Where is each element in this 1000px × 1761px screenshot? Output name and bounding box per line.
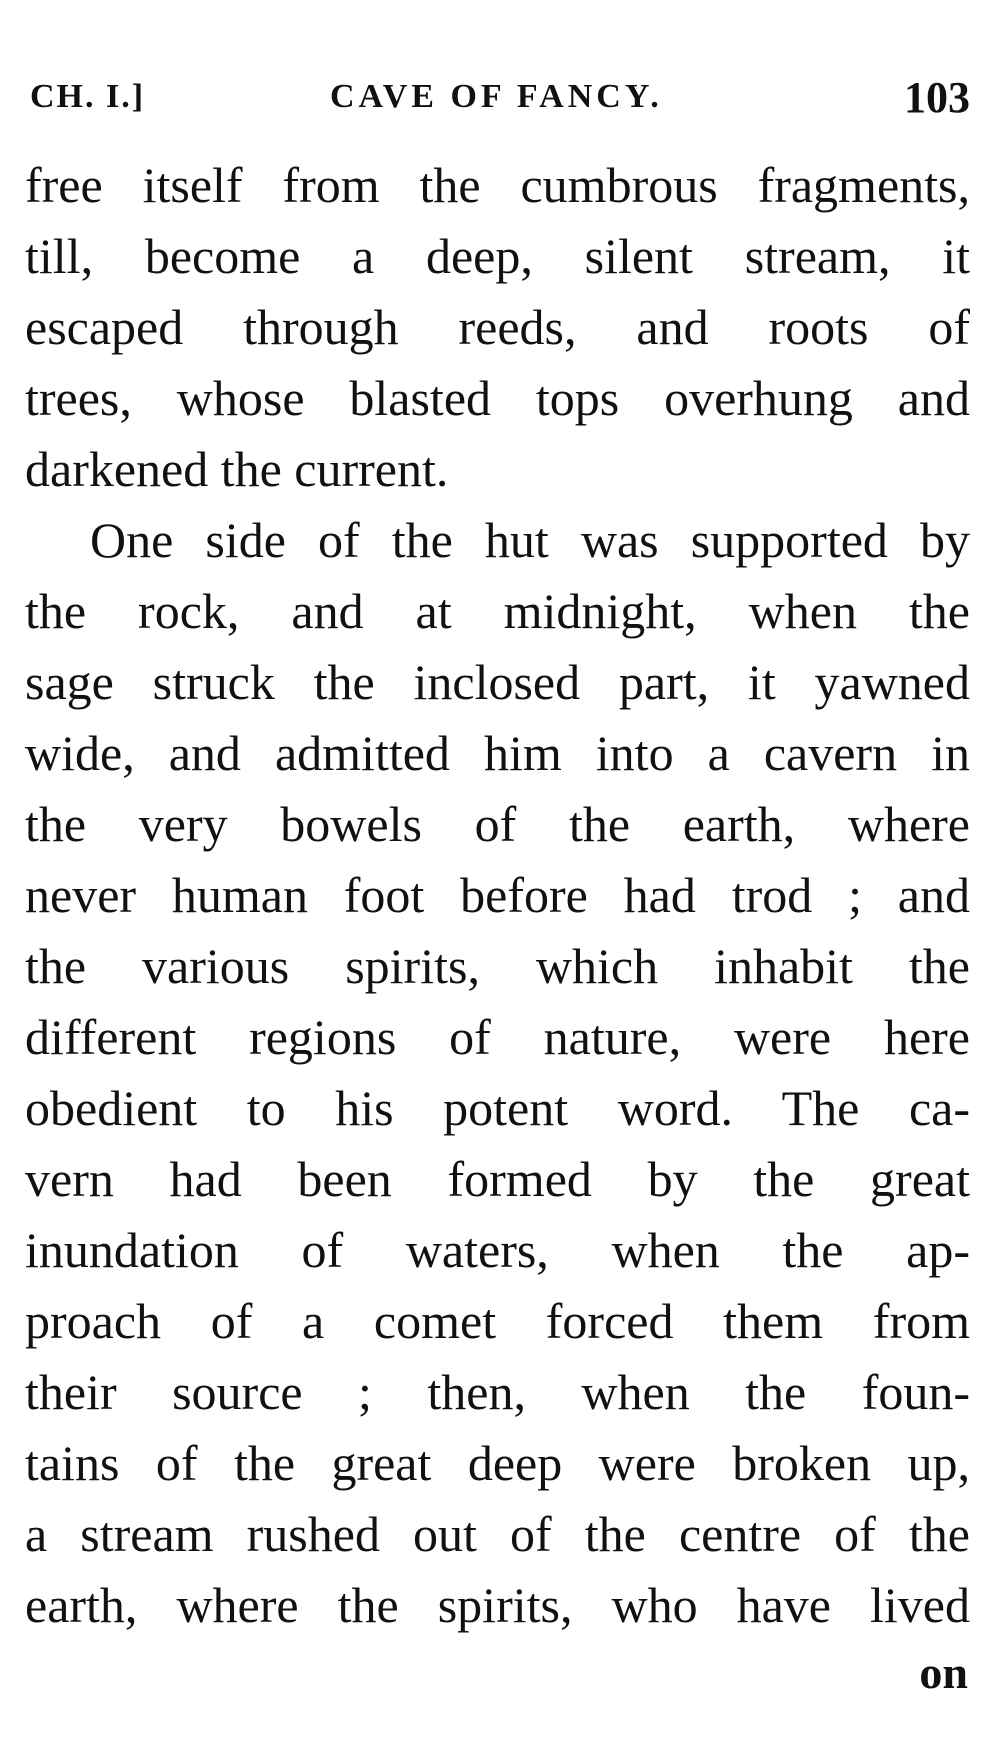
catchword: on (919, 1647, 968, 1698)
text-line: the very bowels of the earth, where (25, 796, 970, 852)
text-line: escaped through reeds, and roots of (25, 299, 970, 355)
text-line: a stream rushed out of the centre of the (25, 1506, 970, 1562)
running-title: CAVE OF FANCY. (330, 78, 663, 115)
text-line: inundation of waters, when the ap- (25, 1222, 970, 1278)
text-line: their source ; then, when the foun- (25, 1364, 970, 1420)
running-head (30, 72, 970, 132)
text-line: vern had been formed by the great (25, 1151, 970, 1207)
paragraph-2 (25, 505, 970, 1641)
text-line: the rock, and at midnight, when the (25, 583, 970, 639)
text-line: trees, whose blasted tops overhung and (25, 370, 970, 426)
text-line: the various spirits, which inhabit the (25, 938, 970, 994)
paragraph-1 (25, 150, 970, 505)
text-line: darkened the current. (25, 441, 449, 497)
text-line: sage struck the inclosed part, it yawned (25, 654, 970, 710)
text-line: One side of the hut was supported by (90, 512, 970, 568)
text-line: proach of a comet forced them from (25, 1293, 970, 1349)
text-line: earth, where the spirits, who have lived (25, 1577, 970, 1633)
text-line: free itself from the cumbrous fragments, (25, 157, 970, 213)
text-line: till, become a deep, silent stream, it (25, 228, 970, 284)
chapter-marker: CH. I.] (30, 78, 146, 115)
text-line: different regions of nature, were here (25, 1009, 970, 1065)
page-number: 103 (904, 73, 970, 122)
text-line: never human foot before had trod ; and (25, 867, 970, 923)
body-text (25, 150, 970, 1641)
text-line: tains of the great deep were broken up, (25, 1435, 970, 1491)
text-line: wide, and admitted him into a cavern in (25, 725, 970, 781)
text-line: obedient to his potent word. The ca- (25, 1080, 970, 1136)
